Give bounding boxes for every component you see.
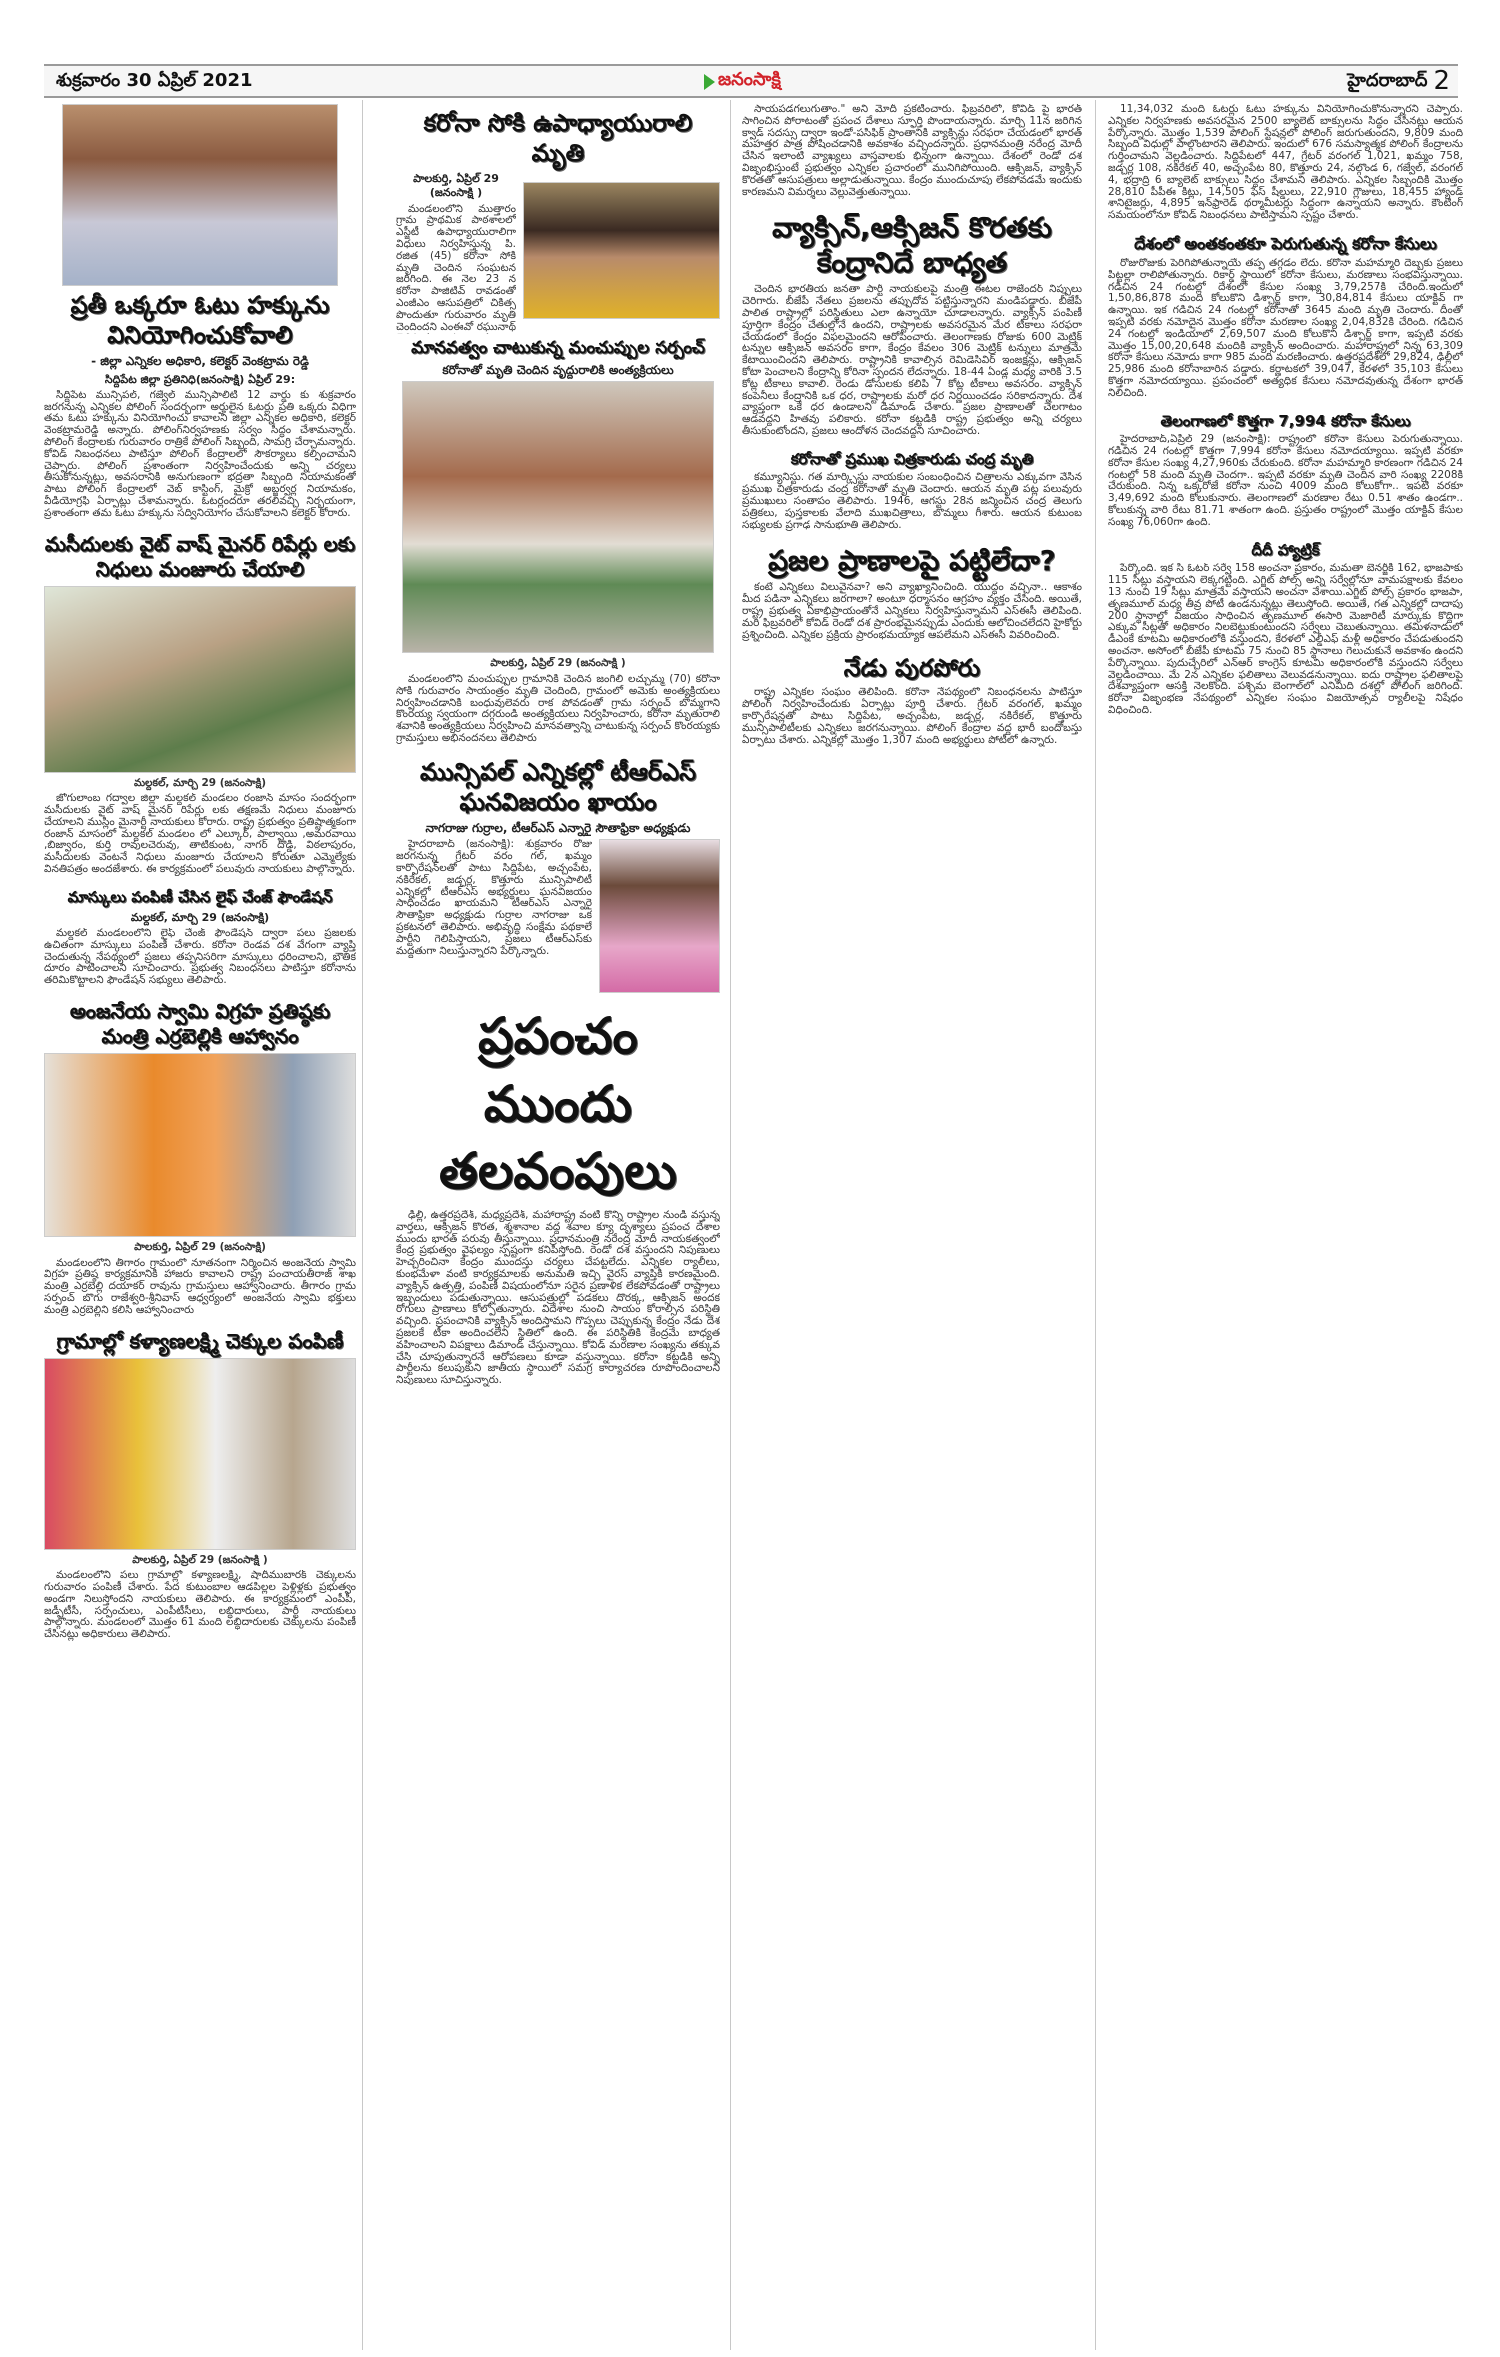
article-text: పేర్కొంది. ఇక సీ ఓటర్ సర్వే 158 అంచనా ప్రకారం, మమతా బెనర్జీకి 162, భాజపాకు 115 సీట్లు వస్తాయని లెక్కగట్టింది. ఎగ్జిట్ పోల్స్ అన్ని సర్వేల్లోనూ వామపక్షాలకు కేవలం 13 నుంచి 19 సీట్లు మాత్రమే వస్తాయని అంచనా వేశాయి.ఎగ్జిట్ పోల్స్ ప్రకారం భాజపా, తృణమూల్ మధ్య తీవ్ర పోటీ ఉండనున్నట్లు తెలుస్తోంది. అయితే, గత ఎన్నికల్లో దాదాపు 200 స్థానాల్లో విజయం సాధించిన తృణమూల్ ఈసారి మెజారిటీ మార్కుకు కొద్దిగా ఎక్కువ సీట్లతో అధికారం నిలబెట్టుకుంటుందని సర్వేలు చెబుతున్నాయి. తమిళనాడులో డీఎంకే కూటమి అధికారంలోకి వస్తుందని, కేరళలో ఎల్డీఎఫ్ మళ్లీ అధికారం చేపడుతుందని అంచనా. అసోంలో బీజేపీ కూటమి 75 నుంచి 85 స్థానాలు గెలుచుకునే అవకాశం ఉందని పేర్కొన్నాయి. పుదుచ్చేరిలో ఎన్ఆర్ కాంగ్రెస్ కూటమి అధికారంలోకి వస్తుందని సర్వేలు వెల్లడించాయి. మే 2న ఎన్నికల ఫలితాలు వెలువడనున్నాయి. ఐదు రాష్ట్రాల ఫలితాలపై దేశవ్యాప్తంగా ఆసక్తి నెలకొంది. పశ్చిమ బెంగాల్‌లో ఎనిమిది దశల్లో పోలింగ్ జరిగింది. కరోనా విజృంభణ నేపథ్యంలో ఎన్నికల సంఘం విజయోత్సవ ర్యాలీలపై నిషేధం విధించింది. bbox=[1108, 563, 1463, 716]
article-body-india-cases bbox=[1108, 258, 1463, 402]
article-text: సాయపడగలుగుతాం." అని మోదీ ప్రకటించారు. ఫిబ్రవరిలో, కోవిడ్ పై భారత్ సాగించిన పోరాటంతో ప్రపంచ దేశాలు స్ఫూర్తి పొందాయన్నారు. మార్చి 11న జరిగిన క్వాడ్ సదస్సు ద్వారా ఇండో-పసిఫిక్ ప్రాంతానికి వ్యాక్సిన్లు సరఫరా చేయడంలో భారత్ మహత్తర పాత్ర పోషించడానికి అవకాశం వచ్చిందన్నారు. ప్రధానమంత్రి నరేంద్ర మోదీ చేసిన ఇలాంటి వ్యాఖ్యలు వాస్తవాలకు భిన్నంగా ఉన్నాయి. దేశంలో రెండో దశ విజృంభిస్తుంటే ప్రభుత్వం ఎన్నికల ప్రచారంలో మునిగిపోయింది. ఆక్సిజన్, వ్యాక్సిన్ కొరతతో ఆసుపత్రులు అల్లాడుతున్నాయి. కేంద్రం ముందుచూపు లేకపోవడమే ఇందుకు కారణమని విమర్శలు వెల్లువెత్తుతున్నాయి. bbox=[742, 104, 1082, 198]
photo-nagaraju bbox=[599, 839, 720, 993]
headline-teacher-death: కరోనా సోకి ఉపాధ్యాయురాలి మృతి bbox=[423, 109, 693, 167]
article-text: మండలంలోని పలు గ్రామాల్లో కళ్యాణలక్ష్మి, షాదీముబారక్ చెక్కులను గురువారం పంపిణీ చేశారు. పేద కుటుంబాల ఆడపిల్లల పెళ్లిళ్లకు ప్రభుత్వం అండగా నిలుస్తోందని నాయకులు తెలిపారు. ఈ కార్యక్రమంలో ఎంపీపీ, జడ్పీటీసీ, సర్పంచులు, ఎంపీటీసీలు, లబ్ధిదారులు, పార్టీ నాయకులు పాల్గొన్నారు. మండలంలో మొత్తం 61 మంది లబ్ధిదారులకు చెక్కులను పంపిణీ చేసినట్లు అధికారులు తెలిపారు. bbox=[44, 1570, 356, 1641]
logo-arrow-icon bbox=[704, 74, 715, 90]
article-body-peoples-lives bbox=[742, 582, 1082, 643]
article-text: చెందిన భారతీయ జనతా పార్టీ నాయకులపై మంత్రి ఈటల రాజేందర్ నిప్పులు చెరిగారు. బీజేపీ నేతలు ప్రజలను తప్పుదోవ పట్టిస్తున్నారని మండిపడ్డారు. బీజేపీ పాలిత రాష్ట్రాల్లో పరిస్థితులు ఎలా ఉన్నాయో చూడాలన్నారు. వ్యాక్సిన్ పంపిణీ పూర్తిగా కేంద్రం చేతుల్లోనే ఉందని, రాష్ట్రాలకు అవసరమైన మేర టీకాలు సరఫరా చేయడంలో కేంద్రం విఫలమైందని ఆరోపించారు. తెలంగాణకు రోజుకు 600 మెట్రిక్ టన్నుల ఆక్సిజన్ అవసరం కాగా, కేంద్రం కేవలం 306 మెట్రిక్ టన్నులు మాత్రమే కేటాయించిందని తెలిపారు. రాష్ట్రానికి కావాల్సిన రెమిడెసివిర్ ఇంజక్షన్లు, ఆక్సిజన్ కోటా పెంచాలని కేంద్రాన్ని కోరినా స్పందన లేదన్నారు. 18-44 ఏండ్ల మధ్య వారికి 3.5 కోట్ల టీకాలు కావాలి. రెండు డోసులకు కలిపి 7 కోట్ల టీకాలు అవసరం. వ్యాక్సిన్ కంపెనీలు కేంద్రానికి ఒక ధర, రాష్ట్రాలకు మరో ధర నిర్ణయించడం సరికాదన్నారు. దేశ వ్యాప్తంగా ఒకే ధర ఉండాలని డిమాండ్ చేశారు. ప్రజల ప్రాణాలతో చెలగాటం ఆడవద్దని హితవు పలికారు. కరోనా కట్టడికి రాష్ట్ర ప్రభుత్వం అన్ని చర్యలు తీసుకుంటోందని, ప్రజలు ఆందోళన చెందవద్దని సూచించారు. bbox=[742, 284, 1082, 437]
headline-telangana-cases: తెలంగాణలో కొత్తగా 7,994 కరోనా కేసులు bbox=[1160, 411, 1411, 430]
article-text: సిద్దిపేట మున్సిపల్, గజ్వేల్ మున్సిపాలిటీ 12 వార్డు కు శుక్రవారం జరగనున్న ఎన్నికల పోలింగ్ సందర్భంగా అర్హులైన ఓటర్లు ప్రతి ఒక్కరు విధిగా తమ ఓటు హక్కును వినియోగించు కావాలని జిల్లా ఎన్నికల అధికారి, కలెక్టర్ వెంకట్రామరెడ్డి అన్నారు. పోలింగ్‌నిర్వహణకు సర్వం సిద్ధం చేశామన్నారు. పోలింగ్ కేంద్రాలకు గురువారం రాత్రికే పోలింగ్ సిబ్బంది, సామగ్రి చేర్చామన్నారు. కోవిడ్ నిబంధనలు పాటిస్తూ పోలింగ్ కేంద్రాలలో సౌకర్యాలు కల్పించామని చెప్పారు. పోలింగ్ ప్రశాంతంగా నిర్వహించేందుకు అన్ని చర్యలు తీసుకోనున్నట్లు, అవసరానికి అనుగుణంగా భద్రతా సిబ్బంది నియామకంతో పాటు పోలింగ్ కేంద్రాలలో వెబ్ కాస్టింగ్, మైక్రో అబ్జర్వర్ల నియామకం, వీడియోగ్రఫి ఏర్పాట్లు చేశామన్నారు. ఓటర్లందరూ తరలివచ్చి నిర్భయంగా, ప్రశాంతంగా తమ ఓటు హక్కును సద్వినియోగం చేసుకోవాలని కలెక్టర్ కోరారు. bbox=[44, 389, 356, 519]
dateline-vote: సిద్దిపేట జిల్లా ప్రతినిధి(జనంసాక్షి) ఏప్రిల్ 29: bbox=[104, 372, 296, 386]
article-body-telangana-cases bbox=[1108, 434, 1463, 530]
headline-mosques: మసీదులకు వైట్ వాష్ మైనర్ రిపేర్లు లకు నిధులు మంజూరు చేయాలి bbox=[44, 531, 356, 581]
article-body-continued bbox=[742, 104, 1082, 200]
column-3 bbox=[742, 104, 1082, 2348]
article-body-poll-stats bbox=[1108, 104, 1463, 224]
subheadline-vote: - జిల్లా ఎన్నికల అధికారి, కలెక్టర్ వెంకట్రామ రెడ్డి bbox=[91, 354, 309, 368]
article-text: 11,34,032 మంది ఓటర్లు ఓటు హక్కును వినియోగించుకోనున్నారని చెప్పారు. ఎన్నికల నిర్వహణకు అవసరమైన 2500 బ్యాలెట్ బాక్సులను సిద్ధం చేసినట్లు ఆయన పేర్కొన్నారు. మొత్తం 1,539 పోలింగ్ స్టేషన్లలో పోలింగ్ జరుగుతుందని, 9,809 మంది సిబ్బంది విధుల్లో పాల్గొంటారని తెలిపారు. ఇందులో 676 సమస్యాత్మక పోలింగ్ కేంద్రాలను గుర్తించామని వెల్లడించారు. సిద్దిపేటలో 447, గ్రేటర్ వరంగల్ 1,021, ఖమ్మం 758, జడ్చర్ల 108, నకిరేకల్ 40, అచ్చంపేట 80, కొత్తూరు 24, నల్గొండ 6, గజ్వేల్, వరంగల్ 4, భద్రాద్రి 6 బ్యాలెట్ బాక్సులు సిద్ధం చేశామని తెలిపారు. ఎన్నికల సిబ్బందికి మొత్తం 28,810 పీపీఈ కిట్లు, 14,505 ఫేస్ షీల్డులు, 22,910 గ్లౌజులు, 18,455 హ్యాండ్ శానిటైజర్లు, 4,895 ఇన్‌ఫ్రారెడ్ థర్మామీటర్లు సిద్ధంగా ఉన్నాయని అన్నారు. కౌంటింగ్ సమయంలోనూ కోవిడ్ నిబంధనలు పాటిస్తామని స్పష్టం చేశారు. bbox=[1108, 104, 1463, 222]
article-text: కంటే ఎన్నికలు విలువైనవా? అని వ్యాఖ్యానించింది. యుద్ధం వచ్చినా.. ఆకాశం మీద పడినా ఎన్నికలు జరగాలా? అంటూ ధర్మాసనం ఆగ్రహం వ్యక్తం చేసింది. అయితే, రాష్ట్ర ప్రభుత్వ ఏకాభిప్రాయంతోనే ఎన్నికలు నిర్వహిస్తున్నామని ఎస్ఈసీ తెలిపింది. మరి ఫిబ్రవరిలో కోవిడ్ రెండో దశ ప్రారంభమైనప్పుడు ఎందుకు ఆలోచించలేదని హైకోర్టు ప్రశ్నించింది. ఎన్నికల ప్రక్రియ ప్రారంభమయ్యాక ఆపలేమని ఎస్ఈసీ వివరించింది. bbox=[742, 582, 1082, 641]
article-body-didi bbox=[1108, 563, 1463, 718]
subheadline-trs: నాగరాజు గుర్రాల, టీఆర్ఎస్ ఎన్నారై సౌతాఫ్రికా అధ్యక్షుడు bbox=[425, 820, 691, 835]
headline-kalyanalakshmi: గ్రామాల్లో కళ్యాణలక్ష్మి చెక్కుల పంపిణీ bbox=[56, 1328, 344, 1353]
article-body-municipal-poll bbox=[742, 687, 1082, 748]
article-text: కమ్యూనిస్టు. గత మార్క్సిస్టు నాయకుల సంబంధించిన చిత్రాలను ఎక్కువగా వేసిన ప్రముఖ చిత్రకారుడు చంద్ర కరోనాతో మృతి చెందారు. ఆయన మృతి పట్ల పలువురు ప్రముఖులు సంతాపం తెలిపారు. 1946, ఆగస్టు 28న జన్మించిన చంద్ర తెలుగు పత్రికలు, పుస్తకాలకు వేలాది ముఖచిత్రాలు, బొమ్మలు గీశారు. ఆయన కుటుంబ సభ్యులకు ప్రగాఢ సానుభూతి తెలిపారు. bbox=[742, 472, 1082, 531]
headline-didi-hattrick: దీదీ హ్యాట్రిక్ bbox=[1251, 540, 1320, 559]
article-text: మండలంలోని ముత్తారం గ్రామ ప్రాథమిక పాఠశాలలో ఎస్జీటీ ఉపాధ్యాయురాలిగా విధులు నిర్వహిస్తున్న పి. రజిత (45) కరోనా సోకి మృతి చెందిన సంఘటన జరిగింది. ఈ నెల 23 న కరోనా పాజిటివ్ రావడంతో ఎంజీఎం ఆసుపత్రిలో చికిత్స పొందుతూ గురువారం మృతి చెందిందని ఎంఈవో రఘునాథ్ bbox=[396, 203, 516, 333]
article-text: జోగులాంబ గద్వాల జిల్లా మల్దకల్ మండలం రంజాన్ మాసం సందర్భంగా మసీదులకు వైట్ వాష్ మైనర్ రిపేర్లు లకు తక్షణమే నిధులు మంజూరు చేయాలని ముస్లిం మైనార్టీ నాయకులు కోరారు. రాష్ట్ర ప్రభుత్వం ప్రతిష్టాత్మకంగా రంజాన్ మాసంలో మల్దకల్ మండలం లో ఎల్కూర్, పాల్వాయి ,అమరవాయి ,బిజ్వారం, కుర్తి రావులచెరువు, తాటికుంట, నాగర్ దొడ్డి, విఠలాపురం, మసీదులకు వెంటనే నిధులు మంజూరు చేయాలని కోరుతూ ఎమ్మెల్యేకు వినతిపత్రం అందజేశారు. ఈ కార్యక్రమంలో పలువురు నాయకులు పాల్గొన్నారు. bbox=[44, 793, 356, 876]
article-body-anjaneya bbox=[44, 1258, 356, 1319]
headline-sarpanch: మానవత్వం చాటుకున్న మంచుప్పుల సర్పంచ్ bbox=[411, 337, 705, 358]
city-name: హైదరాబాద్ bbox=[1347, 70, 1428, 91]
column-4 bbox=[1108, 104, 1463, 2348]
issue-date: శుక్రవారం 30 ఏప్రిల్ 2021 bbox=[56, 70, 253, 91]
caption-anjaneya: పాలకుర్తి, ఏప్రిల్ 29 (జనంసాక్షి) bbox=[134, 1240, 266, 1253]
article-text: హైదరాబాద్,ఏప్రిల్ 29 (జనంసాక్షి): రాష్ట్రంలో కరోనా కేసులు పెరుగుతున్నాయి. గడిచిన 24 గంటల్లో కొత్తగా 7,994 కరోనా కేసులు నమోదయ్యాయి. ఇప్పటి వరకూ కరోనా కేసుల సంఖ్య 4,27,960కు చేరుకుంది. కరోనా మహమ్మారి కారణంగా గడిచిన 24 గంటల్లో 58 మంది మృతి చెందగా.. ఇప్పటి వరకూ మృతి చెందిన వారి సంఖ్య 2208కి చేరుకుంది. నిన్న ఒక్కరోజే కరోనా నుంచి 4009 మంది కోలుకోగా.. ఇపటి వరకూ 3,49,692 మంది కోలుకునారు. తెలంగాణలో మరణాల రేటు 0.51 శాతం ఉండగా.. కోలుకున్న వారి రేటు 81.71 శాతంగా ఉంది. ప్రస్తుతం రాష్ట్రంలో మొత్తం యాక్టివ్ కేసుల సంఖ్య 76,060గా ఉంది. bbox=[1108, 434, 1463, 528]
article-body-vaccine bbox=[742, 284, 1082, 439]
teacher-story bbox=[396, 172, 720, 334]
article-body-teacher bbox=[396, 204, 516, 334]
column-divider bbox=[362, 100, 363, 2350]
masthead bbox=[44, 64, 1458, 98]
edition-city bbox=[1347, 66, 1450, 96]
column-2 bbox=[396, 104, 720, 2348]
article-text: రాష్ట్ర ఎన్నికల సంఘం తెలిపింది. కరోనా నేపథ్యంలో నిబంధనలను పాటిస్తూ పోలింగ్ నిర్వహించేందుకు ఏర్పాట్లు పూర్తి చేశారు. గ్రేటర్ వరంగల్, ఖమ్మం కార్పొరేషన్లతో పాటు సిద్దిపేట, అచ్చంపేట, జడ్చర్ల, నకిరేకల్, కొత్తూరు మున్సిపాలిటీలకు ఎన్నికలు జరగనున్నాయి. పోలింగ్ కేంద్రాల వద్ద భారీ బందోబస్తు ఏర్పాటు చేశారు. ఎన్నికల్లో మొత్తం 1,307 మంది అభ్యర్థులు పోటీలో ఉన్నారు. bbox=[742, 687, 1082, 746]
headline-world-shame: ప్రపంచం ముందు తలవంపులు bbox=[439, 1007, 677, 1201]
dateline-masks: మల్దకల్, మార్చి 29 (జనంసాక్షి) bbox=[130, 910, 270, 924]
article-text: మల్దకల్ మండలంలోని లైఫ్ చేంజ్ ఫౌండేషన్ ద్వారా పలు ప్రజలకు ఉచితంగా మాస్కులు పంపిణీ చేశారు. కరోనా రెండవ దశ వేగంగా వ్యాప్తి చెందుతున్న నేపథ్యంలో ప్రజలు తప్పనిసరిగా మాస్కులు ధరించాలని, భౌతిక దూరం పాటించాలని సూచించారు. ప్రభుత్వ నిబంధనలు పాటిస్తూ కరోనాను తరిమికొట్టాలని ఫౌండేషన్ సభ్యులు తెలిపారు. bbox=[44, 927, 356, 987]
photo-collector bbox=[62, 104, 338, 286]
headline-trs: మున్సిపల్ ఎన్నికల్లో టీఆర్ఎస్ ఘనవిజయం ఖాయం bbox=[419, 757, 697, 816]
headline-india-cases: దేశంలో అంతకంతకూ పెరుగుతున్న కరోనా కేసులు bbox=[1134, 233, 1437, 253]
column-divider bbox=[730, 100, 731, 2350]
headline-vaccine-oxygen: వ్యాక్సిన్,ఆక్సిజన్ కొరతకు కేంద్రానిదే బాధ్యత bbox=[772, 211, 1052, 280]
article-text: మండలంలోని మంచుప్పుల గ్రామానికి చెందిన జంగిలి లచ్చుమ్మ (70) కరోనా సోకి గురువారం సాయంత్రం మృతి చెందింది, గ్రామంలో అమెకు అంత్యక్రియలు నిర్వహించడానికి బంధువులెవరు రాక పోవడంతో గ్రామ సర్పంచ్ బొమ్మగాని కొంరయ్య స్వయంగా దగ్గరుండి అంత్యక్రియలు నిర్వహించారు, కరోనా మృతురాలి శవానికి అంత్యక్రియలు నిర్వహించి మానవత్వాన్ని చాటుకున్న సర్పంచ్ కొంరయ్యకు గ్రామస్తులు అభినందనలు తెలిపారు bbox=[396, 674, 720, 745]
photo-teacher bbox=[523, 182, 720, 319]
photo-anjaneya bbox=[44, 1053, 356, 1237]
headline-vote: ప్రతీ ఒక్కరూ ఓటు హక్కును వినియోగించుకోవాలి bbox=[70, 291, 330, 349]
photo-mosques bbox=[44, 586, 356, 773]
photo-kalyanalakshmi bbox=[44, 1358, 356, 1550]
article-text: హైదరాబాద్ (జనంసాక్షి): శుక్రవారం రోజు జరగనున్న గ్రేటర్ వరం గల్, ఖమ్మం కార్పొరేషన్‌లతో పాటు సిద్దిపేట, అచ్చంపేట, నకిరేకల్, జడ్చర్ల, కొత్తూరు మున్సిపాలిటీ ఎన్నికల్లో టీఆర్ఎస్ అభ్యర్థులు ఘనవిజయం సాధించడం ఖాయమని టీఆర్ఎస్ ఎన్నారై సౌతాఫ్రికా అధ్యక్షుడు గుర్రాల నాగరాజు ఒక ప్రకటనలో తెలిపారు. అభివృద్ధి సంక్షేమ పథకాలే పార్టీని గెలిపిస్తాయని, ప్రజలు టీఆర్ఎస్‌కు మద్దతుగా నిలుస్తున్నారని పేర్కొన్నారు. bbox=[396, 839, 592, 957]
logo-text: జనంసాక్షి bbox=[718, 69, 781, 90]
article-body-sarpanch bbox=[396, 674, 720, 747]
headline-municipal-poll-today: నేడు పురపోరు bbox=[843, 654, 981, 683]
article-body-masks bbox=[44, 928, 356, 989]
article-body-kalyanalakshmi bbox=[44, 1570, 356, 1643]
subheadline-sarpanch: కరోనాతో మృతి చెందిన వృద్దురాలికి అంత్యక్రియలు bbox=[442, 362, 674, 377]
headline-masks: మాస్కులు పంపిణీ చేసిన లైఫ్ చేంజ్ ఫౌండేషన్ bbox=[67, 887, 333, 906]
trs-story bbox=[396, 839, 720, 993]
headline-artist-chandra: కరోనాతో ప్రముఖ చిత్రకారుడు చంద్ర మృతి bbox=[790, 449, 1034, 468]
column-divider bbox=[1095, 100, 1096, 2350]
teacher-text-block bbox=[396, 172, 516, 334]
headline-anjaneya: అంజనేయ స్వామి విగ్రహ ప్రతిష్ఠకు మంత్రి ఎర్రబెల్లికి ఆహ్వానం bbox=[69, 998, 331, 1048]
article-body-mosques bbox=[44, 793, 356, 878]
article-body-vote bbox=[44, 390, 356, 522]
caption-mosques: మల్దకల్, మార్చి 29 (జనంసాక్షి) bbox=[133, 776, 267, 789]
article-body-trs bbox=[396, 839, 592, 959]
caption-sarpanch: పాలకుర్తి, ఏప్రిల్ 29 (జనంసాక్షి ) bbox=[490, 657, 626, 670]
headline-peoples-lives: ప్రజల ప్రాణాలపై పట్టిలేదా? bbox=[768, 544, 1056, 578]
newspaper-logo bbox=[704, 69, 781, 94]
dateline-teacher: పాలకుర్తి, ఏప్రిల్ 29 (జనంసాక్షి ) bbox=[413, 172, 499, 200]
column-1 bbox=[44, 104, 356, 2348]
page-number: 2 bbox=[1433, 66, 1450, 96]
article-text: మండలంలోని తీగారం గ్రామంలో నూతనంగా నిర్మించిన అంజనేయ స్వామి విగ్రహ ప్రతిష్ఠ కార్యక్రమానికి హాజరు కావాలని రాష్ట్ర పంచాయతీరాజ్ శాఖ మంత్రి ఎర్రబెల్లి దయాకర్ రావును గ్రామస్తులు ఆహ్వానించారు. తీగారం గ్రామ సర్పంచ్ బొగు రాజేశ్వరి-శ్రీనివాస్ ఆధ్వర్యంలో అంజనేయ స్వామి భక్తులు మంత్రి ఎర్రబెల్లిని కలిసి ఆహ్వానించారు bbox=[44, 1257, 356, 1316]
article-body-world-shame bbox=[396, 1210, 720, 1389]
photo-funeral bbox=[402, 381, 714, 653]
article-text: ఢిల్లీ, ఉత్తరప్రదేశ్, మధ్యప్రదేశ్, మహారాష్ట్ర వంటి కొన్ని రాష్ట్రాల నుండి వస్తున్న వార్తలు, ఆక్సిజన్ కొరత, శ్మశానాల వద్ద శవాల క్యూ దృశ్యాలు ప్రపంచ దేశాల ముందు భారత్ పరువు తీస్తున్నాయి. ప్రధానమంత్రి నరేంద్ర మోదీ నాయకత్వంలో కేంద్ర ప్రభుత్వం వైఫల్యం స్పష్టంగా కనిపిస్తోంది. రెండో దశ వస్తుందని నిపుణులు హెచ్చరించినా కేంద్రం ముందస్తు చర్యలు చేపట్టలేదు. ఎన్నికల ర్యాలీలు, కుంభమేళా వంటి కార్యక్రమాలకు అనుమతి ఇచ్చి వైరస్ వ్యాప్తికి కారణమైంది. వ్యాక్సిన్ ఉత్పత్తి, పంపిణీ విషయంలోనూ సరైన ప్రణాళిక లేకపోవడంతో రాష్ట్రాలు ఇబ్బందులు పడుతున్నాయి. ఆసుపత్రుల్లో పడకలు దొరక్క, ఆక్సిజన్ అందక రోగులు ప్రాణాలు కోల్పోతున్నారు. విదేశాల నుంచి సాయం కోరాల్సిన పరిస్థితి వచ్చింది. ప్రపంచానికి వ్యాక్సిన్ అందిస్తామని గొప్పలు చెప్పుకున్న కేంద్రం నేడు దేశ ప్రజలకే టీకా అందించలేని స్థితిలో ఉంది. ఈ పరిస్థితికి కేంద్రమే బాధ్యత వహించాలని విపక్షాలు డిమాండ్ చేస్తున్నాయి. కోవిడ్ మరణాల సంఖ్యను తక్కువ చేసి చూపుతున్నారనే ఆరోపణలు కూడా వస్తున్నాయి. కరోనా కట్టడికి అన్ని పార్టీలను కలుపుకుని జాతీయ స్థాయిలో సమగ్ర కార్యాచరణ రూపొందించాలని నిపుణులు సూచిస్తున్నారు. bbox=[396, 1209, 720, 1387]
article-text: రోజురోజుకు పెరిగిపోతున్నాయే తప్ప తగ్గడం లేదు. కరోనా మహమ్మారి దెబ్బకు ప్రజలు పిట్టల్లా రాలిపోతున్నారు. రికార్డ్ స్థాయిలో కరోనా కేసులు, మరణాలు సంభవిస్తున్నాయి. గడిచిన 24 గంటల్లో దేశంలో కేసుల సంఖ్య 3,79,257కి చేరింది.ఇందులో 1,50,86,878 మంది కోలుకొని డిశ్చార్జ్ కాగా, 30,84,814 కేసులు యాక్టివ్ గా ఉన్నాయి. ఇక గడిచిన 24 గంటల్లో కరోనాతో 3645 మంది మృతి చెందారు. దీంతో ఇప్పటి వరకు నమోదైన మొత్తం కరోనా మరణాల సంఖ్య 2,04,832కి చేరింది. గడిచిన 24 గంటల్లో ఇండియాలో 2,69,507 మంది కోలుకొని డిశ్చార్జ్ కాగా, ఇప్పటి వరకు మొత్తం 15,00,20,648 మందికి వ్యాక్సిన్ అందించారు. మహారాష్ట్రలో నిన్న 63,309 కరోనా కేసులు నమోదు కాగా 985 మంది మరణించారు. ఉత్తరప్రదేశ్‌లో 29,824, ఢిల్లీలో 25,986 మంది కరోనాబారిన పడ్డారు. కర్ణాటకలో 39,047, కేరళలో 35,103 కేసులు కొత్తగా నమోదయ్యాయి. ప్రపంచంలో అత్యధిక కేసులు నమోదవుతున్న దేశంగా భారత్ నిలిచింది. bbox=[1108, 257, 1463, 399]
article-body-chandra bbox=[742, 472, 1082, 533]
caption-kalyanalakshmi: పాలకుర్తి, ఏప్రిల్ 29 (జనంసాక్షి ) bbox=[132, 1553, 268, 1566]
